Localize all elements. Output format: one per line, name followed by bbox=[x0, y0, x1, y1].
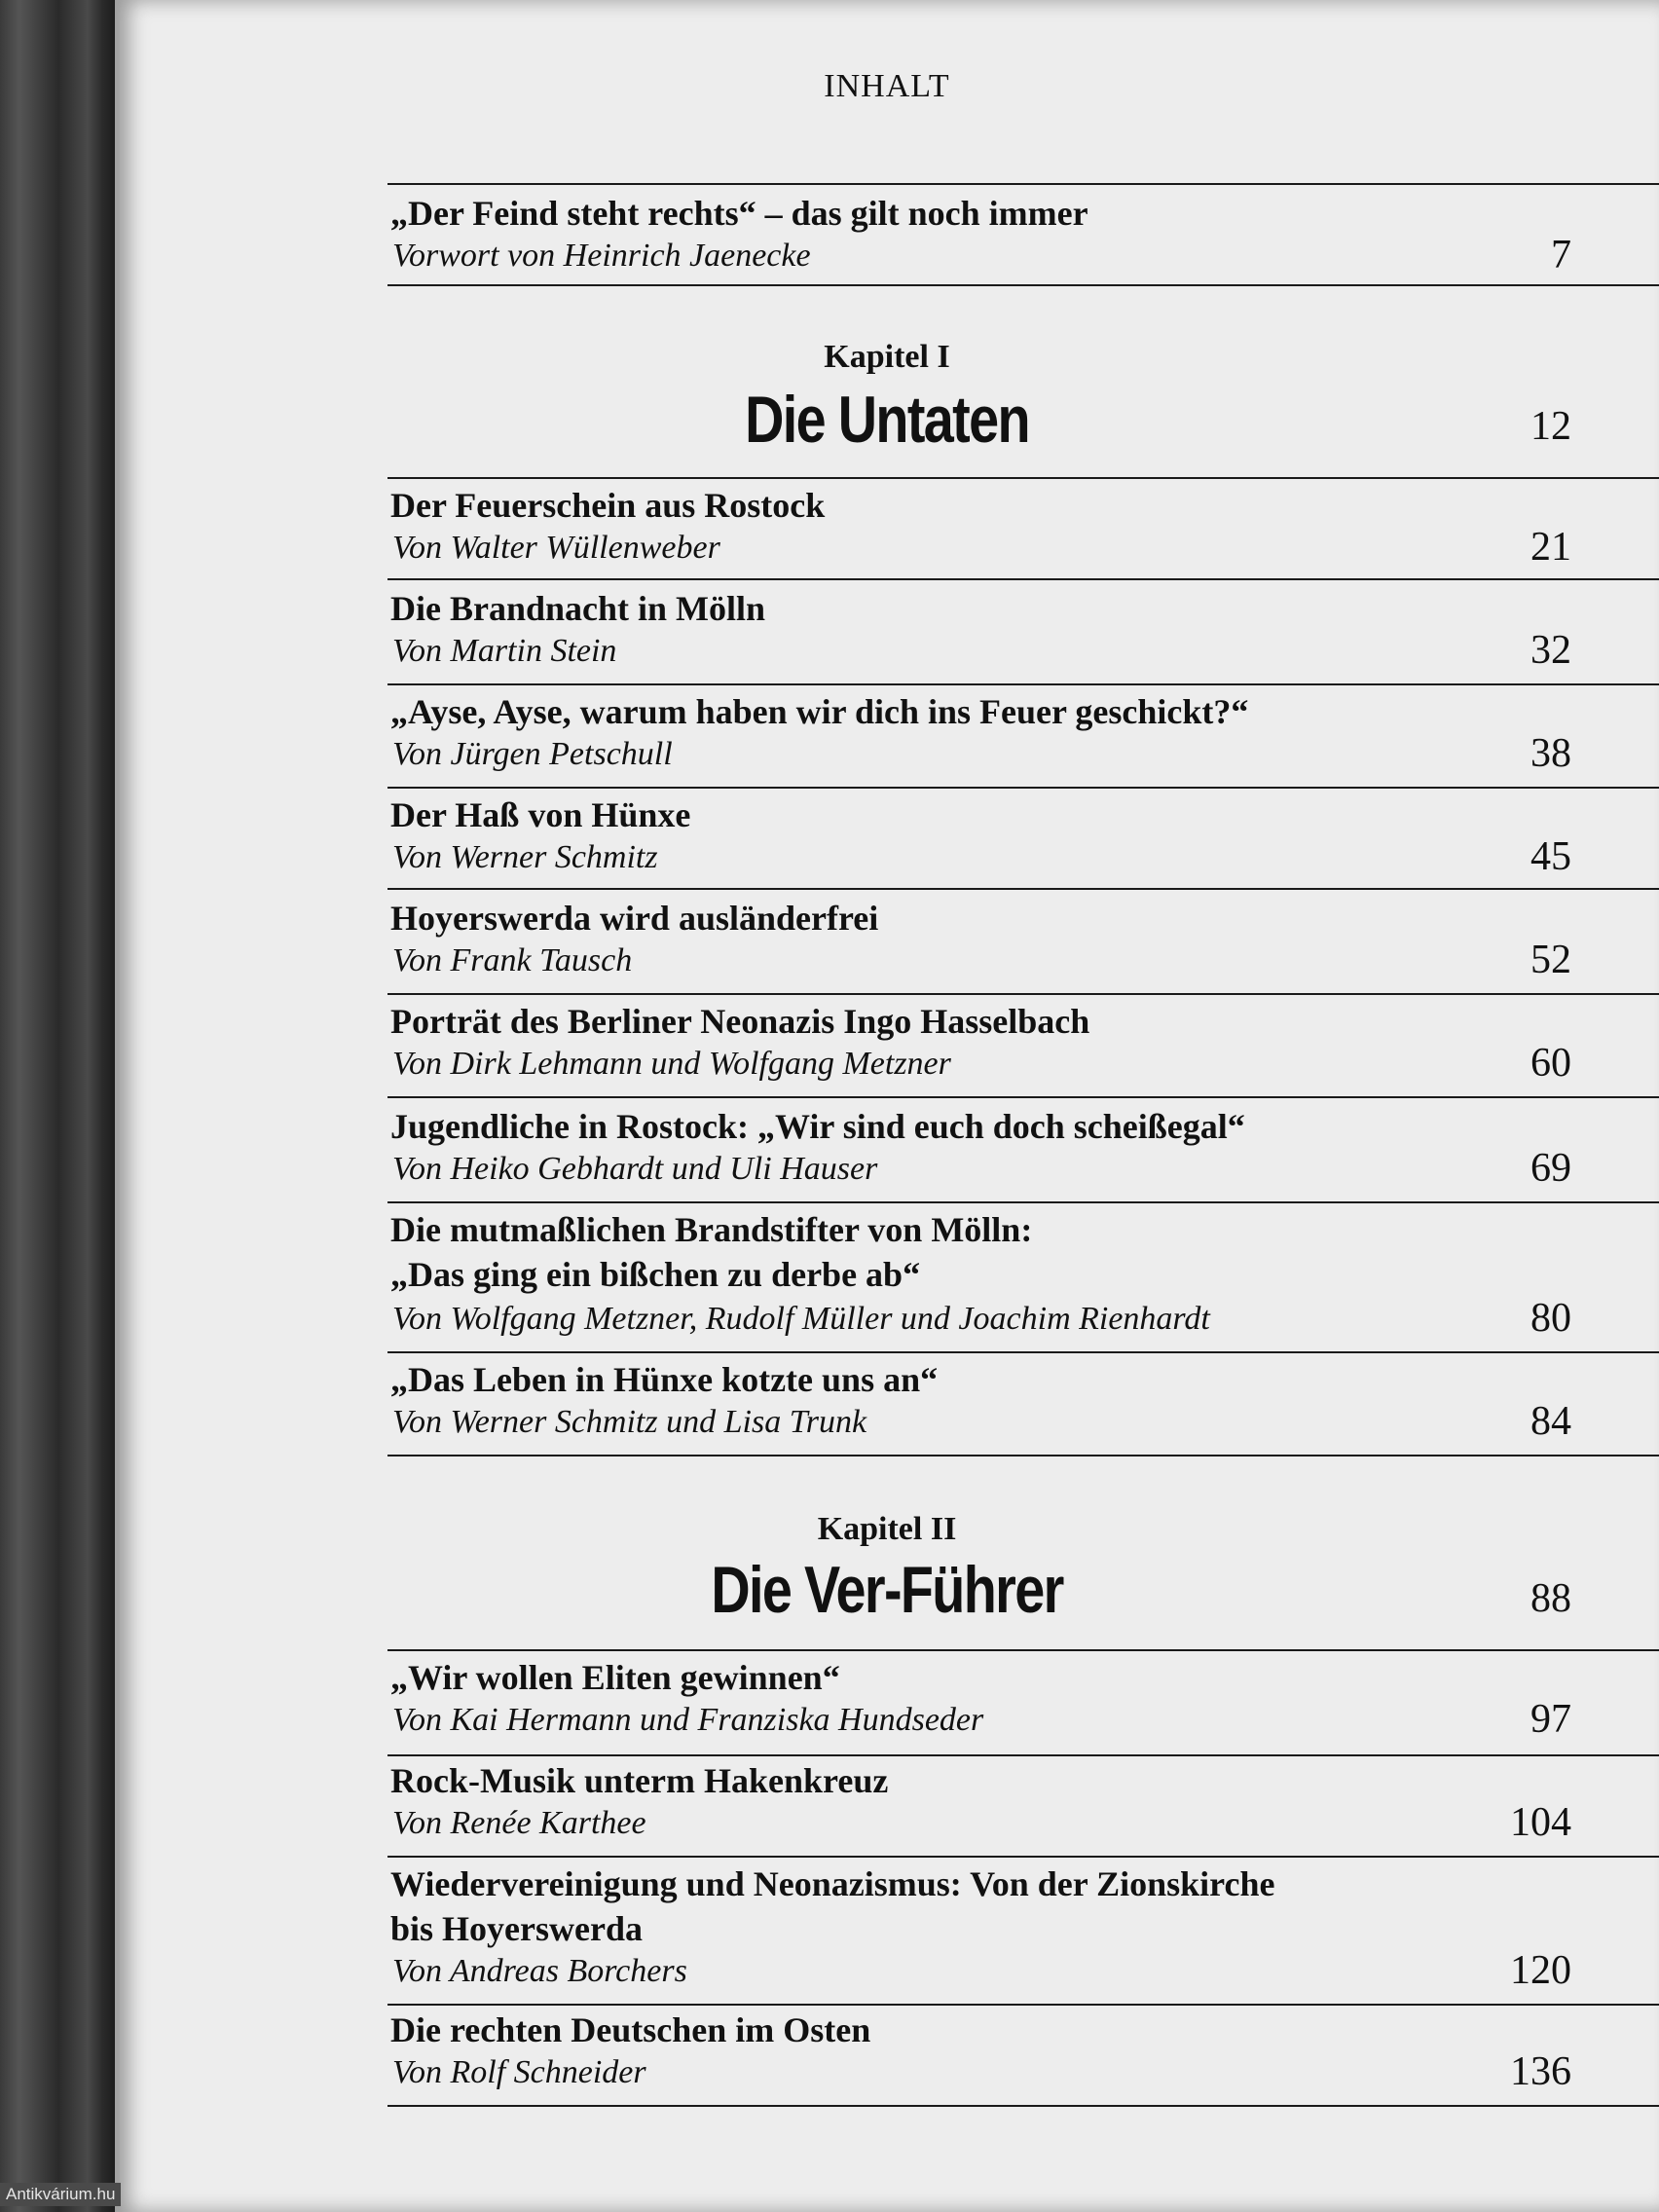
toc-entry-page: 84 bbox=[1530, 1399, 1571, 1444]
divider-rule bbox=[387, 888, 1659, 890]
toc-entry-page: 80 bbox=[1530, 1296, 1571, 1341]
toc-entry-title-line-2: „Das ging ein bißchen zu derbe ab“ bbox=[390, 1255, 921, 1294]
toc-entry-page: 45 bbox=[1530, 834, 1571, 879]
toc-entry-title: „Das Leben in Hünxe kotzte uns an“ bbox=[390, 1360, 939, 1399]
toc-entry-title: Die rechten Deutschen im Osten bbox=[390, 2010, 871, 2049]
toc-entry-author: Von Frank Tausch bbox=[392, 942, 633, 978]
toc-entry-page: 136 bbox=[1510, 2049, 1571, 2094]
toc-entry-author: Von Walter Wüllenweber bbox=[392, 530, 720, 566]
divider-rule bbox=[387, 993, 1659, 995]
divider-rule bbox=[387, 183, 1659, 185]
toc-entry-title: „Wir wollen Eliten gewinnen“ bbox=[390, 1658, 840, 1697]
foreword-page-number: 7 bbox=[1551, 233, 1571, 277]
toc-entry-title: Hoyerswerda wird ausländerfrei bbox=[390, 899, 879, 938]
toc-entry-title: Rock-Musik unterm Hakenkreuz bbox=[390, 1761, 889, 1800]
chapter-2-label: Kapitel II bbox=[817, 1511, 957, 1547]
toc-entry-title-line-2: bis Hoyerswerda bbox=[390, 1909, 643, 1948]
chapter-1-page-number: 12 bbox=[1530, 404, 1571, 449]
toc-entry-page: 69 bbox=[1530, 1146, 1571, 1191]
toc-entry-title: Jugendliche in Rostock: „Wir sind euch doch scheißegal“ bbox=[390, 1107, 1245, 1146]
chapter-1-name: Die Untaten bbox=[745, 383, 1029, 457]
toc-entry-page: 120 bbox=[1510, 1948, 1571, 1993]
divider-rule bbox=[387, 2004, 1659, 2006]
toc-entry-page: 60 bbox=[1530, 1041, 1571, 1086]
foreword-title: „Der Feind steht rechts“ – das gilt noch immer bbox=[390, 194, 1088, 233]
book-page bbox=[115, 0, 1659, 2212]
page-header-title: INHALT bbox=[824, 68, 950, 104]
toc-entry-author: Von Rolf Schneider bbox=[392, 2054, 646, 2090]
toc-entry-page: 97 bbox=[1530, 1697, 1571, 1742]
divider-rule bbox=[387, 1096, 1659, 1098]
divider-rule bbox=[387, 477, 1659, 479]
toc-entry-author: Von Andreas Borchers bbox=[392, 1953, 687, 1989]
divider-rule bbox=[387, 284, 1659, 286]
toc-entry-author: Von Jürgen Petschull bbox=[392, 736, 673, 772]
divider-rule bbox=[387, 1351, 1659, 1353]
toc-entry-author: Von Martin Stein bbox=[392, 633, 617, 669]
divider-rule bbox=[387, 683, 1659, 685]
divider-rule bbox=[387, 1649, 1659, 1651]
toc-entry-title: Der Haß von Hünxe bbox=[390, 795, 691, 834]
divider-rule bbox=[387, 787, 1659, 789]
toc-entry-page: 38 bbox=[1530, 731, 1571, 776]
divider-rule bbox=[387, 1856, 1659, 1858]
divider-rule bbox=[387, 2105, 1659, 2107]
divider-rule bbox=[387, 1455, 1659, 1456]
foreword-author: Vorwort von Heinrich Jaenecke bbox=[392, 238, 811, 274]
toc-entry-page: 52 bbox=[1530, 938, 1571, 982]
toc-entry-title: Porträt des Berliner Neonazis Ingo Hasselbach bbox=[390, 1002, 1090, 1041]
divider-rule bbox=[387, 1754, 1659, 1756]
toc-entry-page: 32 bbox=[1530, 628, 1571, 673]
table-of-contents bbox=[115, 0, 1659, 2212]
toc-entry-title: Der Feuerschein aus Rostock bbox=[390, 486, 826, 525]
toc-entry-author: Von Wolfgang Metzner, Rudolf Müller und Joachim Rienhardt bbox=[392, 1301, 1210, 1337]
toc-entry-author: Von Werner Schmitz bbox=[392, 839, 658, 875]
watermark-label: Antikvárium.hu bbox=[0, 2183, 121, 2206]
toc-entry-title: Die mutmaßlichen Brandstifter von Mölln: bbox=[390, 1210, 1033, 1249]
toc-entry-author: Von Dirk Lehmann und Wolfgang Metzner bbox=[392, 1046, 951, 1082]
toc-entry-author: Von Heiko Gebhardt und Uli Hauser bbox=[392, 1151, 878, 1187]
divider-rule bbox=[387, 578, 1659, 580]
chapter-2-page-number: 88 bbox=[1530, 1576, 1571, 1621]
toc-entry-title: „Ayse, Ayse, warum haben wir dich ins Feuer geschickt?“ bbox=[390, 692, 1249, 731]
toc-entry-author: Von Werner Schmitz und Lisa Trunk bbox=[392, 1404, 867, 1440]
toc-entry-title: Wiedervereinigung und Neonazismus: Von der Zionskirche bbox=[390, 1864, 1275, 1903]
toc-entry-author: Von Kai Hermann und Franziska Hundseder bbox=[392, 1702, 984, 1738]
toc-entry-title: Die Brandnacht in Mölln bbox=[390, 589, 766, 628]
toc-entry-author: Von Renée Karthee bbox=[392, 1805, 646, 1841]
chapter-1-label: Kapitel I bbox=[824, 339, 950, 375]
book-binding bbox=[0, 0, 117, 2212]
toc-entry-page: 21 bbox=[1530, 525, 1571, 570]
divider-rule bbox=[387, 1201, 1659, 1203]
toc-entry-page: 104 bbox=[1510, 1800, 1571, 1845]
chapter-2-name: Die Ver-Führer bbox=[711, 1553, 1063, 1627]
